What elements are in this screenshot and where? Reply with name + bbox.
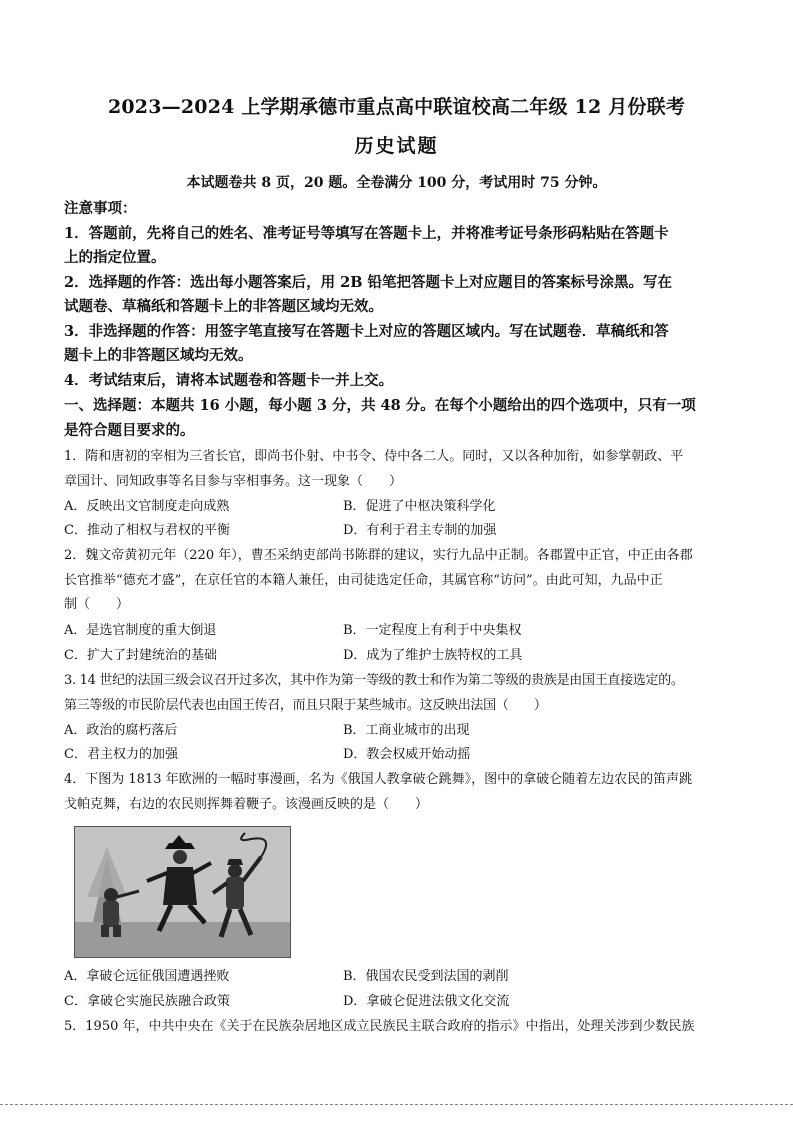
notice-line: 1．答题前，先将自己的姓名、准考证号等填写在答题卡上，并将准考证号条形码粘贴在答题卡 <box>64 224 669 242</box>
napoleon-dance-cartoon-icon <box>75 827 290 957</box>
exam-intro: 本试题卷共 8 页，20 题。全卷满分 100 分，考试用时 75 分钟。 <box>186 175 607 191</box>
q4-option-d[interactable]: D．拿破仑促进法俄文化交流 <box>343 994 510 1009</box>
q4-option-c[interactable]: C．拿破仑实施民族融合政策 <box>64 994 230 1009</box>
q1-option-a[interactable]: A．反映出文官制度走向成熟 <box>64 499 230 514</box>
notice-line: 4．考试结束后，请将本试题卷和答题卡一并上交。 <box>64 371 394 389</box>
question-1-stem <box>64 445 734 494</box>
exam-title: 2023—2024 上学期承德市重点高中联谊校高二年级 12 月份联考 <box>107 96 686 118</box>
question-line: 戈帕克舞，右边的农民则挥舞着鞭子。该漫画反映的是（ ） <box>64 796 429 812</box>
question-3-stem <box>64 669 739 718</box>
question-line: 第三等级的市民阶层代表也由国王传召，而且只限于某些城市。这反映出法国（ ） <box>64 697 547 713</box>
section-line: 是符合题目要求的。 <box>64 421 195 439</box>
cartoon-image <box>74 826 291 958</box>
question-line: 章国计、同知政事等名目参与宰相事务。这一现象（ ） <box>64 473 403 489</box>
question-5-stem <box>64 1015 734 1040</box>
page-bottom-divider <box>0 1104 793 1106</box>
q2-option-c[interactable]: C．扩大了封建统治的基础 <box>64 648 217 663</box>
question-line: 2．魏文帝黄初元年（220 年），曹丕采纳吏部尚书陈群的建议，实行九品中正制。各郡置中正官，中正由各郡 <box>64 548 693 563</box>
q2-option-b[interactable]: B．一定程度上有利于中央集权 <box>343 623 522 638</box>
q3-option-d[interactable]: D．教会权威开始动摇 <box>343 747 471 762</box>
section-heading <box>64 394 734 443</box>
question-4-stem <box>64 768 734 817</box>
q4-option-a[interactable]: A．拿破仑远征俄国遭遇挫败 <box>64 969 230 984</box>
notice-heading: 注意事项： <box>64 200 137 217</box>
question-2-stem <box>64 544 734 618</box>
notice-line: 3．非选择题的作答：用签字笔直接写在答题卡上对应的答题区域内。写在试题卷．草稿纸和答 <box>64 322 669 340</box>
q2-option-d[interactable]: D．成为了维护士族特权的工具 <box>343 648 523 663</box>
section-line: 一、选择题：本题共 16 小题，每小题 3 分，共 48 分。在每个小题给出的四个选项中，只有一项 <box>64 397 696 414</box>
question-line: 1．隋和唐初的宰相为三省长官，即尚书仆射、中书令、侍中各二人。同时，又以各种加衔，如参掌朝政、平 <box>64 449 684 464</box>
q3-option-b[interactable]: B．工商业城市的出现 <box>343 723 470 738</box>
question-line: 3. 14 世纪的法国三级会议召开过多次，其中作为第一等级的教士和作为第二等级的贵族是由国王直接选定的。 <box>64 673 684 688</box>
question-line: 5．1950 年，中共中央在《关于在民族杂居地区成立民族民主联合政府的指示》中指出，处理关涉到少数民族 <box>64 1019 695 1034</box>
q3-option-a[interactable]: A．政治的腐朽落后 <box>64 723 178 738</box>
q2-option-a[interactable]: A．是选官制度的重大倒退 <box>64 623 217 638</box>
q3-option-c[interactable]: C．君主权力的加强 <box>64 747 178 762</box>
notice-line: 试题卷、草稿纸和答题卡上的非答题区域均无效。 <box>64 298 383 315</box>
subject-title: 历史试题 <box>354 135 439 157</box>
notice-line: 题卡上的非答题区域均无效。 <box>64 347 253 364</box>
notice-block <box>64 197 734 393</box>
question-line: 制（ ） <box>64 597 130 612</box>
notice-line: 2．选择题的作答：选出每小题答案后，用 2B 铅笔把答题卡上对应题目的答案标号涂黑。写在 <box>64 273 673 291</box>
q1-option-b[interactable]: B．促进了中枢决策科学化 <box>343 499 496 514</box>
q1-option-c[interactable]: C．推动了相权与君权的平衡 <box>64 523 230 538</box>
notice-line: 上的指定位置。 <box>64 249 166 266</box>
q1-option-d[interactable]: D．有利于君主专制的加强 <box>343 523 497 538</box>
q4-option-b[interactable]: B．俄国农民受到法国的剥削 <box>343 969 509 984</box>
question-line: 4．下图为 1813 年欧洲的一幅时事漫画，名为《俄国人教拿破仑跳舞》，图中的拿破仑随着左边农民的笛声跳 <box>64 772 693 787</box>
question-line: 长官推举“德充才盛”，在京任官的本籍人兼任，由司徒选定任命，其属官称“访问”。由此可知，九品中正 <box>64 572 663 588</box>
